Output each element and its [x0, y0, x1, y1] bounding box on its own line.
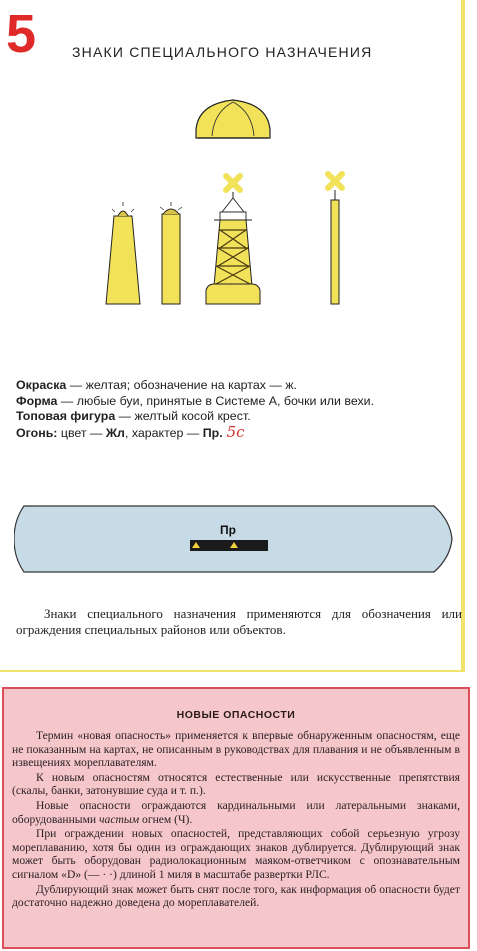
flash-icon	[230, 542, 238, 548]
light-label: Огонь:	[16, 425, 58, 440]
topmark-text: — желтый косой крест.	[115, 409, 251, 423]
new-dangers-content	[12, 695, 460, 911]
light-text-2: , характер —	[124, 425, 203, 440]
light-line	[16, 422, 466, 442]
handwritten-note: 5с	[226, 422, 245, 441]
barrel-buoy	[196, 100, 270, 138]
tower-buoy	[206, 176, 260, 304]
topmark-label: Топовая фигура	[16, 409, 116, 423]
pillar-buoy	[160, 202, 182, 304]
light-color: Жл	[105, 425, 125, 440]
box-paragraph: Дублирующий знак может быть снят после того, как информация об опасности будет достаточно надежно доведена до мореплавателей.	[12, 882, 460, 910]
light-sequence-bar	[190, 540, 268, 551]
box-paragraph-part: огнем (Ч).	[139, 812, 193, 826]
light-text-1: цвет —	[57, 425, 106, 440]
usage-note: Знаки специального назначения применяются для обозначения или ограждения специальных районов или объектов.	[16, 606, 462, 637]
box-paragraph: При ограждении новых опасностей, представляющих собой серьезную угрозу мореплаванию, хотя бы один из ограждающих знаков дублируется. Дублирующий знак может быть оборудован радиолокационным маяком-ответчиком с опознавательным сигналом «D» (— · ·) длиной 1 миля в масштабе развертки РЛС.	[12, 827, 460, 881]
buoy-illustration	[0, 90, 477, 320]
color-text: — желтая; обозначение на картах — ж.	[66, 378, 297, 392]
box-paragraph: К новым опасностям относятся естественные или искусственные препятствия (скалы, банки, затонувшие суда и т. п.).	[12, 770, 460, 798]
page-title: ЗНАКИ СПЕЦИАЛЬНОГО НАЗНАЧЕНИЯ	[72, 44, 373, 60]
box-title: НОВЫЕ ОПАСНОСТИ	[176, 709, 296, 721]
box-paragraph	[12, 799, 460, 826]
new-dangers-box	[2, 687, 470, 949]
box-paragraph-italic: частым	[99, 812, 140, 826]
chart-symbol-panel	[14, 504, 454, 574]
color-line	[16, 378, 466, 394]
light-character: Пр.	[202, 425, 223, 440]
perch-buoy	[328, 174, 342, 304]
chart-symbol-label: Пр	[220, 523, 236, 537]
shape-label: Форма	[16, 393, 58, 408]
flash-icon	[192, 542, 200, 548]
box-paragraph-part: Новые опасности ограждаются кардинальными или латеральными знаками, оборудованными	[12, 798, 460, 826]
color-label: Окраска	[16, 378, 67, 392]
characteristics	[16, 378, 466, 441]
shape-text: — любые буи, принятые в Системе А, бочки или вехи.	[57, 393, 375, 408]
box-paragraph: Термин «новая опасность» применяется к впервые обнаруженным опасностям, еще не показанным на картах, не описанным в руководствах для плавания и не объявленным в извещениях мореплавателям.	[12, 729, 460, 770]
section-number: 5	[6, 4, 35, 64]
spar-buoy	[106, 202, 140, 304]
section-divider	[0, 670, 465, 672]
shape-line	[16, 394, 466, 410]
